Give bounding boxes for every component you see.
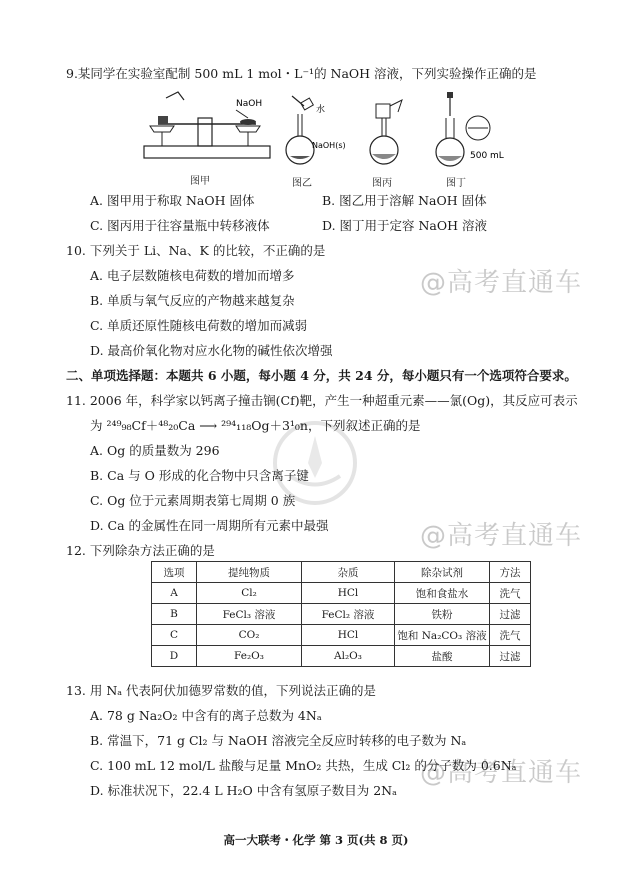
q13-option-a: A. 78 g Na₂O₂ 中含有的离子总数为 4Nₐ bbox=[90, 708, 322, 723]
table-cell: 洗气 bbox=[490, 625, 531, 646]
caption-fig-b: 图乙 bbox=[292, 178, 312, 189]
header-cell: 除杂试剂 bbox=[395, 562, 490, 583]
table-row bbox=[152, 625, 531, 646]
page-footer: 高一大联考・化学 第 3 页(共 8 页) bbox=[223, 833, 409, 847]
table-cell: Fe₂O₃ bbox=[197, 646, 302, 667]
q9-option-a: A. 图甲用于称取 NaOH 固体 bbox=[90, 193, 255, 208]
q9-stem: 9.某同学在实验室配制 500 mL 1 mol・L⁻¹的 NaOH 溶液，下列实验操作正确的是 bbox=[66, 66, 537, 81]
q9-option-d: D. 图丁用于定容 NaOH 溶液 bbox=[322, 218, 488, 233]
q11-option-d: D. Ca 的金属性在同一周期所有元素中最强 bbox=[90, 518, 329, 533]
q10-option-a: A. 电子层数随核电荷数的增加而增多 bbox=[90, 268, 295, 283]
q11-stem-line1: 11. 2006 年，科学家以钙离子撞击锎(Cf)靶，产生一种超重元素——氯(Og)，其反应可表示 bbox=[66, 393, 578, 408]
q12-stem: 12. 下列除杂方法正确的是 bbox=[66, 543, 215, 558]
header-cell: 杂质 bbox=[302, 562, 395, 583]
q10-option-c: C. 单质还原性随核电荷数的增加而减弱 bbox=[90, 318, 308, 333]
q11-option-a: A. Og 的质量数为 296 bbox=[90, 443, 220, 458]
caption-fig-a: 图甲 bbox=[190, 176, 210, 187]
table-cell: A bbox=[152, 583, 197, 604]
table-cell: HCl bbox=[302, 583, 395, 604]
table-cell: B bbox=[152, 604, 197, 625]
q13-option-d: D. 标准状况下，22.4 L H₂O 中含有氢原子数目为 2Nₐ bbox=[90, 783, 397, 798]
table-cell: FeCl₃ 溶液 bbox=[197, 604, 302, 625]
table-cell: 过滤 bbox=[490, 604, 531, 625]
naoh-s-label: NaOH(s) bbox=[312, 141, 346, 150]
header-cell: 提纯物质 bbox=[197, 562, 302, 583]
caption-fig-d: 图丁 bbox=[446, 178, 466, 189]
q9-option-c: C. 图丙用于往容量瓶中转移液体 bbox=[90, 218, 270, 233]
q10-option-b: B. 单质与氧气反应的产物越来越复杂 bbox=[90, 293, 295, 308]
table-cell: 饱和食盐水 bbox=[395, 583, 490, 604]
table-row bbox=[152, 583, 531, 604]
header-cell: 选项 bbox=[152, 562, 197, 583]
table-cell: CO₂ bbox=[197, 625, 302, 646]
table-cell: Al₂O₃ bbox=[302, 646, 395, 667]
table-header-row bbox=[152, 562, 531, 583]
table-row bbox=[152, 604, 531, 625]
table-row bbox=[152, 646, 531, 667]
q9-option-b: B. 图乙用于溶解 NaOH 固体 bbox=[322, 193, 487, 208]
figure-volumetric-flask bbox=[428, 88, 508, 172]
q11-option-c: C. Og 位于元素周期表第七周期 0 族 bbox=[90, 493, 296, 508]
watermark: @高考直通车 bbox=[420, 758, 583, 788]
vol-label: 500 mL bbox=[470, 151, 504, 161]
table-cell: FeCl₂ 溶液 bbox=[302, 604, 395, 625]
figure-dissolve bbox=[282, 90, 352, 172]
section-heading: 二、单项选择题：本题共 6 小题，每小题 4 分，共 24 分，每小题只有一个选项符合要求。 bbox=[66, 368, 577, 383]
header-cell: 方法 bbox=[490, 562, 531, 583]
caption-fig-c: 图丙 bbox=[372, 178, 392, 189]
table-cell: C bbox=[152, 625, 197, 646]
watermark: @高考直通车 bbox=[420, 521, 583, 551]
purification-table bbox=[151, 561, 531, 667]
q13-stem: 13. 用 Nₐ 代表阿伏加德罗常数的值，下列说法正确的是 bbox=[66, 683, 377, 698]
naoh-label: NaOH bbox=[236, 99, 263, 109]
table-cell: 洗气 bbox=[490, 583, 531, 604]
q13-option-b: B. 常温下，71 g Cl₂ 与 NaOH 溶液完全反应时转移的电子数为 Nₐ bbox=[90, 733, 467, 748]
q10-stem: 10. 下列关于 Li、Na、K 的比较，不正确的是 bbox=[66, 243, 326, 258]
q13-option-c: C. 100 mL 12 mol/L 盐酸与足量 MnO₂ 共热，生成 Cl₂ 的分子数为 0.6Nₐ bbox=[90, 758, 517, 773]
table-cell: 盐酸 bbox=[395, 646, 490, 667]
q10-option-d: D. 最高价氧化物对应水化物的碱性依次增强 bbox=[90, 343, 333, 358]
q11-option-b: B. Ca 与 O 形成的化合物中只含离子键 bbox=[90, 468, 309, 483]
table-cell: HCl bbox=[302, 625, 395, 646]
table-cell: 饱和 Na₂CO₃ 溶液 bbox=[395, 625, 490, 646]
table-cell: 过滤 bbox=[490, 646, 531, 667]
q11-stem-line2: 为 ²⁴⁹₉₈Cf＋⁴⁸₂₀Ca ⟶ ²⁹⁴₁₁₈Og＋3¹₀n，下列叙述正确的是 bbox=[90, 418, 421, 433]
figure-transfer bbox=[362, 90, 412, 172]
table-cell: Cl₂ bbox=[197, 583, 302, 604]
table-cell: D bbox=[152, 646, 197, 667]
watermark: @高考直通车 bbox=[420, 268, 583, 298]
water-label: 水 bbox=[316, 105, 326, 115]
table-cell: 铁粉 bbox=[395, 604, 490, 625]
figure-balance bbox=[138, 88, 278, 170]
